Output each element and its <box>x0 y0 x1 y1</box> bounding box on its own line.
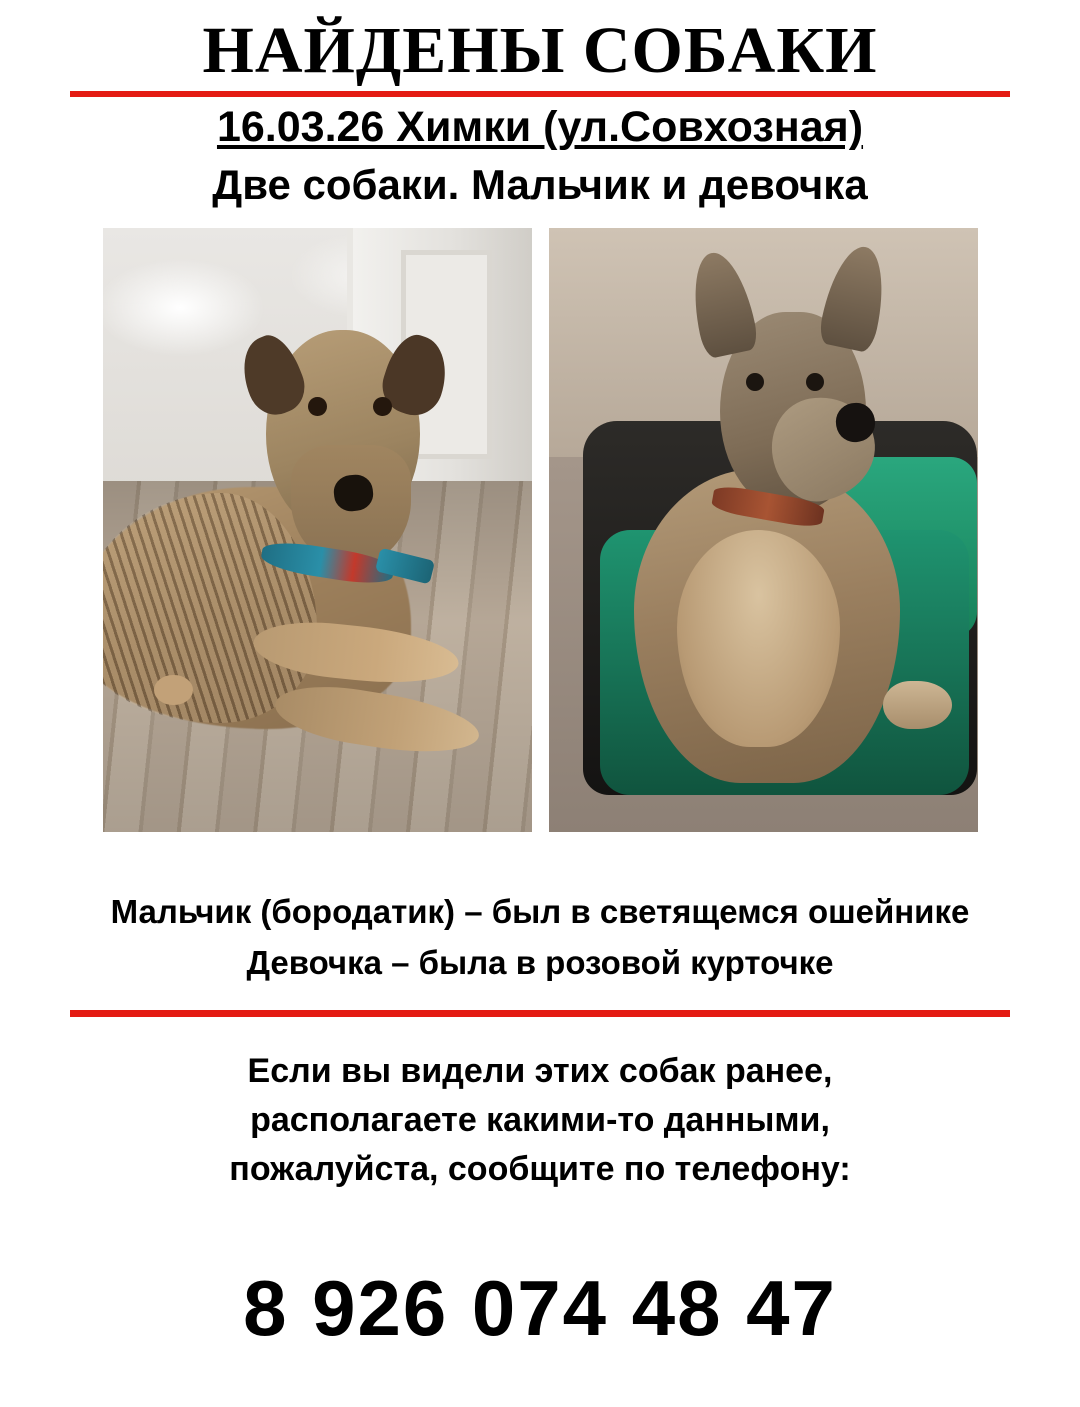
photo-row <box>103 228 978 832</box>
photo1-dog-eye-right <box>373 397 392 416</box>
photo2-dog-chest <box>677 530 840 747</box>
appeal-line-1: Если вы видели этих собак ранее, <box>247 1051 833 1090</box>
appeal-block <box>229 1047 850 1195</box>
photo2-dog-eye-left <box>746 373 764 391</box>
divider-top <box>70 91 1010 97</box>
dog-photo-male <box>103 228 532 832</box>
detail-line-male: Мальчик (бородатик) – был в светящемся ошейнике <box>110 892 970 930</box>
details-block <box>111 886 970 988</box>
detail-line-female: Девочка – была в розовой курточке <box>246 943 834 981</box>
contact-phone-number: 8 926 074 48 47 <box>243 1263 837 1352</box>
photo2-dog-eye-right <box>806 373 824 391</box>
photo2-dog-paw <box>883 681 952 729</box>
divider-bottom <box>70 1010 1010 1017</box>
poster-headline: НАЙДЕНЫ СОБАКИ <box>202 14 878 87</box>
appeal-line-2: располагаете какими-то данными, <box>250 1101 830 1140</box>
dog-photo-female <box>549 228 978 832</box>
date-location-line: 16.03.26 Химки (ул.Совхозная) <box>216 103 864 152</box>
summary-line: Две собаки. Мальчик и девочка <box>212 161 868 209</box>
appeal-line-3: пожалуйста, сообщите по телефону: <box>229 1150 851 1189</box>
photo1-dog-fur <box>103 493 318 723</box>
photo1-dog-paw <box>154 675 193 705</box>
